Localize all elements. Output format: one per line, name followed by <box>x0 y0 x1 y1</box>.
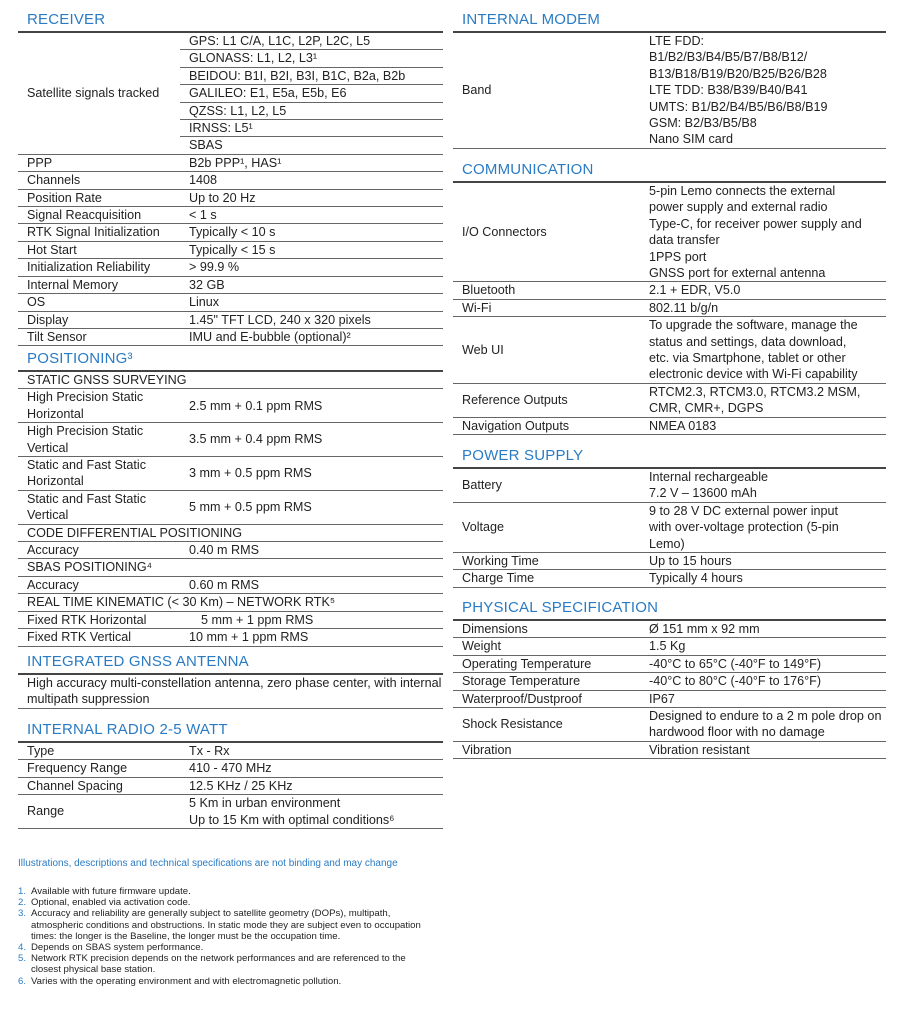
value-line: UMTS: B1/B2/B4/B5/B6/B8/B19 <box>649 99 828 114</box>
spec-row <box>453 468 886 502</box>
value-line: 9 to 28 V DC external power input <box>649 503 839 518</box>
spec-row <box>18 542 443 559</box>
spec-label: Operating Temperature <box>453 655 640 672</box>
value-line: GSM: B2/B3/B5/B8 <box>649 116 757 131</box>
spec-row <box>18 777 443 794</box>
spec-label: Reference Outputs <box>453 383 640 417</box>
spec-value <box>180 207 443 224</box>
value-line: power supply and external radio <box>649 200 828 215</box>
spec-value <box>180 490 443 524</box>
spec-table <box>453 467 886 588</box>
spec-label: Navigation Outputs <box>453 417 640 434</box>
section-receiver <box>18 10 443 346</box>
section-title: COMMUNICATION <box>462 161 594 178</box>
value-line: NMEA 0183 <box>649 418 717 433</box>
spec-value <box>180 172 443 189</box>
section-power <box>453 446 886 588</box>
section-antenna <box>18 652 443 709</box>
spec-label: Web UI <box>453 317 640 384</box>
spec-label: Bluetooth <box>453 282 640 299</box>
spec-label: Waterproof/Dustproof <box>453 690 640 707</box>
value-line: Nano SIM card <box>649 132 733 147</box>
spec-value <box>180 328 443 345</box>
value-line: -40°C to 80°C (-40°F to 176°F) <box>649 674 822 689</box>
footnote-number: 6. <box>18 975 27 987</box>
value-line: Type-C, for receiver power supply and <box>649 216 862 231</box>
spec-row <box>18 576 443 593</box>
spec-row <box>453 741 886 758</box>
value-line: etc. via Smartphone, tablet or other <box>649 351 846 366</box>
spec-value <box>180 611 443 628</box>
value-line: IP67 <box>649 691 675 706</box>
section-title: INTERNAL MODEM <box>462 11 601 28</box>
spec-row <box>18 154 443 171</box>
section-radio <box>18 720 443 829</box>
full-row-text: SBAS POSITIONING⁴ <box>18 559 443 576</box>
spec-value <box>180 795 443 829</box>
spec-value <box>640 708 886 742</box>
footnote <box>18 908 438 942</box>
spec-label: Wi-Fi <box>453 299 640 316</box>
footnote-number: 2. <box>18 897 27 909</box>
value-line: 1.5 Kg <box>649 639 686 654</box>
spec-row <box>453 417 886 434</box>
value-line: RTCM2.3, RTCM3.0, RTCM3.2 MSM, <box>649 384 861 399</box>
spec-value <box>640 468 886 502</box>
spec-label: Position Rate <box>18 189 180 206</box>
spec-value <box>640 570 886 587</box>
spec-row <box>18 389 443 423</box>
spec-value: IRNSS: L5¹ <box>180 120 443 137</box>
spec-row <box>453 299 886 316</box>
value-line: Linux <box>189 295 220 310</box>
spec-row <box>453 282 886 299</box>
spec-table <box>18 370 443 647</box>
spec-row <box>18 32 443 50</box>
spec-value <box>640 282 886 299</box>
value-line: data transfer <box>649 233 720 248</box>
spec-row <box>453 32 886 148</box>
section-positioning <box>18 349 443 647</box>
value-line: 0.60 m RMS <box>189 577 259 592</box>
spec-value: GLONASS: L1, L2, L3¹ <box>180 50 443 67</box>
spec-value <box>640 620 886 638</box>
spec-label: Shock Resistance <box>453 708 640 742</box>
spec-row <box>18 172 443 189</box>
section-title: PHYSICAL SPECIFICATION <box>462 599 659 616</box>
spec-row <box>453 570 886 587</box>
spec-label: Tilt Sensor <box>18 328 180 345</box>
spec-value <box>180 259 443 276</box>
footnote <box>18 976 438 987</box>
spec-label: Display <box>18 311 180 328</box>
spec-label: Battery <box>453 468 640 502</box>
spec-row <box>18 241 443 258</box>
spec-value <box>180 629 443 646</box>
spec-value <box>180 311 443 328</box>
spec-value <box>180 423 443 457</box>
spec-label: PPP <box>18 154 180 171</box>
spec-row <box>18 559 443 576</box>
value-line: with over-voltage protection (5-pin <box>649 520 839 535</box>
spec-row <box>18 328 443 345</box>
value-line: 5 Km in urban environment <box>189 796 341 811</box>
spec-label: Vibration <box>453 741 640 758</box>
spec-row <box>18 311 443 328</box>
footnote-text: Varies with the operating environment and with electromagnetic pollution. <box>31 975 342 987</box>
spec-row <box>18 259 443 276</box>
spec-value: SBAS <box>180 137 443 154</box>
footnotes <box>18 886 438 987</box>
section-title: POWER SUPPLY <box>462 447 584 464</box>
spec-label: I/O Connectors <box>453 182 640 282</box>
value-line: Up to 15 hours <box>649 554 732 569</box>
value-line: Internal rechargeable <box>649 470 769 484</box>
footnote <box>18 942 438 953</box>
value-line: Typically < 15 s <box>189 242 276 257</box>
footnote <box>18 953 438 975</box>
value-line: 2.1 + EDR, V5.0 <box>649 283 741 298</box>
spec-label: Channel Spacing <box>18 777 180 794</box>
spec-row <box>18 629 443 646</box>
spec-value <box>180 542 443 559</box>
spec-row <box>18 371 443 389</box>
spec-value <box>180 276 443 293</box>
spec-label: Band <box>453 32 640 148</box>
value-line: CMR, CMR+, DGPS <box>649 401 764 416</box>
full-row-text: High accuracy multi-constellation antenna, zero phase center, with internal multipath suppression <box>18 674 443 708</box>
value-line: Vibration resistant <box>649 742 750 757</box>
spec-label: Channels <box>18 172 180 189</box>
value-line: > 99.9 % <box>189 260 240 275</box>
spec-row <box>453 317 886 384</box>
spec-row <box>18 490 443 524</box>
spec-row <box>18 294 443 311</box>
value-line: Tx - Rx <box>189 744 230 758</box>
footnote-text: Available with future firmware update. <box>31 886 191 897</box>
spec-label: Charge Time <box>453 570 640 587</box>
full-row-text: CODE DIFFERENTIAL POSITIONING <box>18 524 443 541</box>
value-line: Typically < 10 s <box>189 225 276 240</box>
value-line: LTE TDD: B38/B39/B40/B41 <box>649 83 808 98</box>
spec-label: Fixed RTK Horizontal <box>18 611 180 628</box>
spec-value <box>180 760 443 777</box>
spec-value: GALILEO: E1, E5a, E5b, E6 <box>180 85 443 102</box>
spec-label: Working Time <box>453 553 640 570</box>
spec-value <box>640 502 886 552</box>
spec-row <box>453 383 886 417</box>
value-line: Ø 151 mm x 92 mm <box>649 622 760 636</box>
spec-row <box>453 673 886 690</box>
spec-row <box>18 276 443 293</box>
spec-value <box>180 224 443 241</box>
spec-row <box>18 189 443 206</box>
value-line: 3 mm + 0.5 ppm RMS <box>189 466 312 481</box>
value-line: Lemo) <box>649 536 685 551</box>
spec-row <box>18 457 443 491</box>
footnote-number: 4. <box>18 942 27 954</box>
spec-value <box>180 154 443 171</box>
spec-label: Type <box>18 742 180 760</box>
spec-row <box>453 708 886 742</box>
value-line: 32 GB <box>189 277 225 292</box>
value-line: 5 mm + 1 ppm RMS <box>201 612 314 627</box>
footnote-text: Accuracy and reliability are generally subject to satellite geometry (DOPs), multipath, atmospheric conditions and obstructions. In static mode they are subject even to occupation times: the longer is the Baseline, the longer must be the occupation time. <box>31 908 421 942</box>
spec-label: Frequency Range <box>18 760 180 777</box>
spec-value <box>640 655 886 672</box>
spec-row <box>18 742 443 760</box>
spec-value: QZSS: L1, L2, L5 <box>180 102 443 119</box>
value-line: 12.5 KHz / 25 KHz <box>189 778 293 793</box>
spec-label: High Precision Static Vertical <box>18 423 180 457</box>
value-line: hardwood floor with no damage <box>649 725 825 740</box>
spec-row <box>453 620 886 638</box>
spec-label: Accuracy <box>18 576 180 593</box>
spec-value <box>180 189 443 206</box>
value-line: 1408 <box>189 173 218 188</box>
spec-value <box>640 32 886 148</box>
spec-value <box>640 417 886 434</box>
spec-row <box>453 655 886 672</box>
value-line: B13/B18/B19/B20/B25/B26/B28 <box>649 66 827 81</box>
spec-value <box>640 553 886 570</box>
section-physical <box>453 598 886 759</box>
spec-row <box>18 760 443 777</box>
spec-value <box>180 457 443 491</box>
spec-value <box>640 690 886 707</box>
section-title: POSITIONING³ <box>27 350 133 367</box>
section-communication <box>453 160 886 435</box>
spec-row <box>18 594 443 611</box>
spec-table <box>453 31 886 149</box>
footnote <box>18 897 438 908</box>
disclaimer: Illustrations, descriptions and technical specifications are not binding and may change <box>18 858 398 869</box>
value-line: B2b PPP¹, HAS¹ <box>189 155 282 170</box>
spec-table <box>18 31 443 346</box>
value-line: Up to 20 Hz <box>189 190 256 205</box>
section-title: INTERNAL RADIO 2-5 WATT <box>27 721 228 738</box>
value-line: Typically 4 hours <box>649 571 743 586</box>
value-line: 5 mm + 0.5 ppm RMS <box>189 500 312 515</box>
spec-value <box>180 576 443 593</box>
spec-value: GPS: L1 C/A, L1C, L2P, L2C, L5 <box>180 32 443 50</box>
value-line: 5-pin Lemo connects the external <box>649 184 836 198</box>
value-line: B1/B2/B3/B4/B5/B7/B8/B12/ <box>649 50 808 65</box>
spec-label: Initialization Reliability <box>18 259 180 276</box>
spec-label: Dimensions <box>453 620 640 638</box>
spec-table <box>18 673 443 709</box>
value-line: electronic device with Wi-Fi capability <box>649 367 858 382</box>
spec-table <box>453 181 886 435</box>
spec-row <box>453 502 886 552</box>
spec-row <box>453 638 886 655</box>
spec-label: Storage Temperature <box>453 673 640 690</box>
footnote-text: Optional, enabled via activation code. <box>31 897 191 909</box>
value-line: IMU and E-bubble (optional)² <box>189 329 351 344</box>
value-line: 1PPS port <box>649 249 707 264</box>
spec-row <box>453 690 886 707</box>
spec-value <box>640 299 886 316</box>
value-line: 10 mm + 1 ppm RMS <box>189 630 309 645</box>
section-title: INTEGRATED GNSS ANTENNA <box>27 653 249 670</box>
spec-row <box>453 553 886 570</box>
spec-label: Voltage <box>453 502 640 552</box>
spec-value <box>640 383 886 417</box>
footnote <box>18 886 438 897</box>
spec-label: Fixed RTK Vertical <box>18 629 180 646</box>
spec-value: BEIDOU: B1I, B2I, B3I, B1C, B2a, B2b <box>180 67 443 84</box>
spec-label: OS <box>18 294 180 311</box>
spec-value <box>180 294 443 311</box>
spec-label: Hot Start <box>18 241 180 258</box>
spec-row <box>18 795 443 829</box>
spec-value <box>640 182 886 282</box>
spec-table <box>18 741 443 829</box>
spec-row <box>18 611 443 628</box>
spec-table <box>453 619 886 759</box>
section-modem <box>453 10 886 149</box>
value-line: 2.5 mm + 0.1 ppm RMS <box>189 398 323 413</box>
spec-label: RTK Signal Initialization <box>18 224 180 241</box>
spec-row <box>18 524 443 541</box>
spec-row <box>18 224 443 241</box>
spec-label: Internal Memory <box>18 276 180 293</box>
spec-value <box>640 741 886 758</box>
spec-label: Weight <box>453 638 640 655</box>
spec-value <box>180 742 443 760</box>
value-line: GNSS port for external antenna <box>649 266 826 281</box>
value-line: 7.2 V – 13600 mAh <box>649 486 757 501</box>
value-line: LTE FDD: <box>649 34 705 48</box>
footnote-number: 5. <box>18 953 27 965</box>
spec-value <box>180 241 443 258</box>
spec-value <box>180 777 443 794</box>
spec-label: Range <box>18 795 180 829</box>
full-row-text: REAL TIME KINEMATIC (< 30 Km) – NETWORK RTK⁵ <box>18 594 443 611</box>
section-title: RECEIVER <box>27 11 106 28</box>
spec-label: Accuracy <box>18 542 180 559</box>
spec-value <box>640 673 886 690</box>
spec-row <box>18 423 443 457</box>
spec-label: Static and Fast Static Vertical <box>18 490 180 524</box>
value-line: 410 - 470 MHz <box>189 761 272 776</box>
footnote-number: 1. <box>18 886 27 897</box>
value-line: Designed to endure to a 2 m pole drop on <box>649 709 882 724</box>
spec-row <box>18 207 443 224</box>
spec-label: Static and Fast Static Horizontal <box>18 457 180 491</box>
footnote-text: Depends on SBAS system performance. <box>31 942 204 954</box>
value-line: < 1 s <box>189 208 217 223</box>
value-line: 802.11 b/g/n <box>649 300 719 315</box>
spec-label: High Precision Static Horizontal <box>18 389 180 423</box>
spec-label: Satellite signals tracked <box>18 32 180 154</box>
spec-value <box>180 389 443 423</box>
spec-row <box>18 674 443 708</box>
value-line: status and settings, data download, <box>649 334 847 349</box>
spec-value <box>640 317 886 384</box>
footnote-number: 3. <box>18 908 27 920</box>
spec-row <box>453 182 886 282</box>
value-line: 3.5 mm + 0.4 ppm RMS <box>189 432 323 447</box>
full-row-text: STATIC GNSS SURVEYING <box>18 371 443 389</box>
value-line: 0.40 m RMS <box>189 543 259 558</box>
value-line: To upgrade the software, manage the <box>649 318 858 333</box>
value-line: Up to 15 Km with optimal conditions⁶ <box>189 812 395 827</box>
spec-value <box>640 638 886 655</box>
value-line: 1.45" TFT LCD, 240 x 320 pixels <box>189 312 371 327</box>
footnote-text: Network RTK precision depends on the network performances and are referenced to the closest physical base station. <box>31 953 406 976</box>
value-line: -40°C to 65°C (-40°F to 149°F) <box>649 656 822 671</box>
spec-label: Signal Reacquisition <box>18 207 180 224</box>
